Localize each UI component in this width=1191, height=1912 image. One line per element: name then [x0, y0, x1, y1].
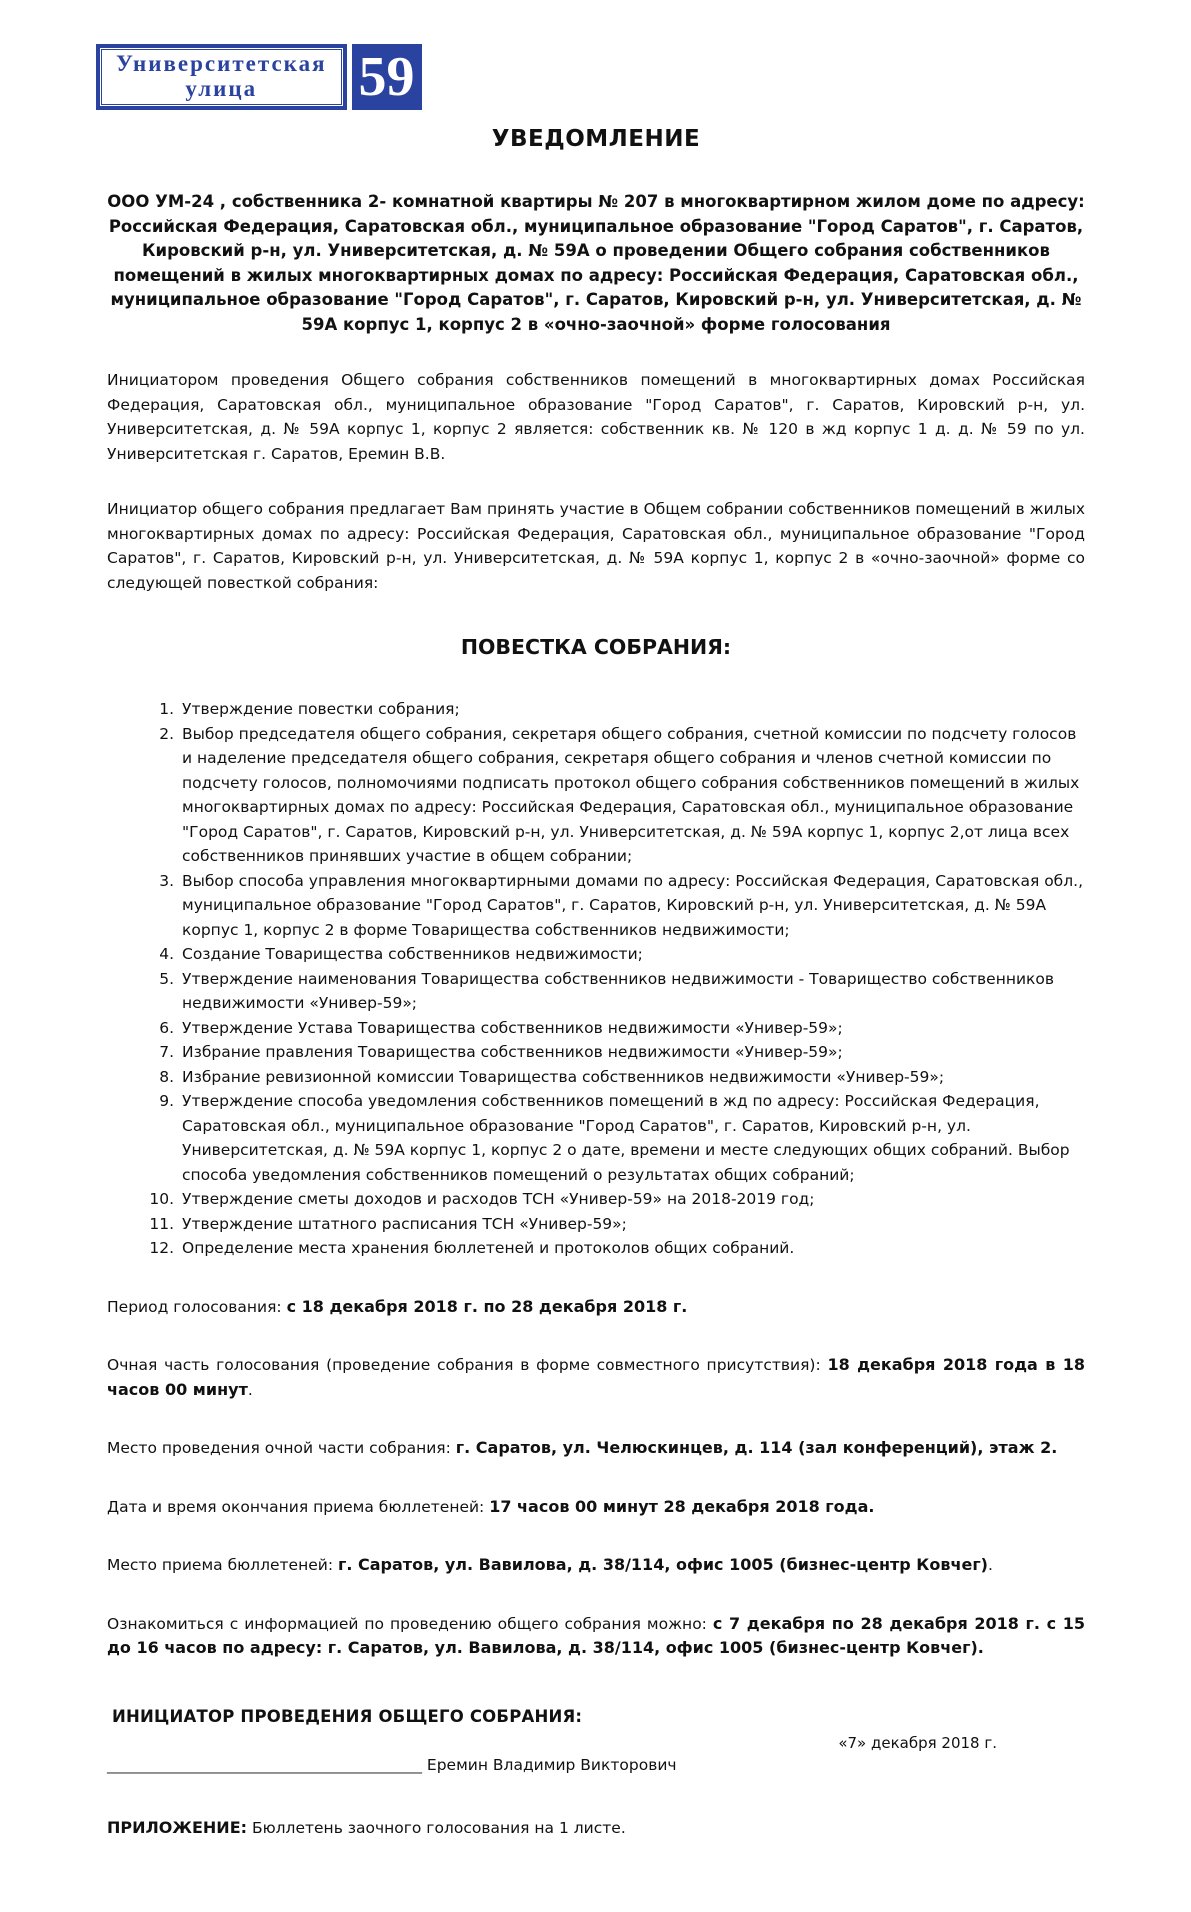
detail-label: Дата и время окончания приема бюллетеней:: [107, 1497, 490, 1516]
detail-value: с 18 декабря 2018 г. по 28 декабря 2018 г.: [286, 1296, 688, 1316]
agenda-item: Определение места хранения бюллетеней и протоколов общих собраний.: [182, 1239, 795, 1257]
detail-line: [107, 1295, 1085, 1320]
detail-label: Очная часть голосования (проведение собрания в форме совместного присутствия):: [107, 1356, 828, 1374]
document-title: УВЕДОМЛЕНИЕ: [491, 126, 701, 152]
detail-label: Место проведения очной части собрания:: [107, 1439, 456, 1457]
attachment-text: Бюллетень заочного голосования на 1 листе.: [247, 1818, 626, 1837]
detail-value: г. Саратов, ул. Челюскинцев, д. 114 (зал конференций), этаж 2.: [455, 1438, 1058, 1457]
street-name-plate: [96, 44, 347, 110]
agenda-item: Утверждение способа уведомления собственников помещений в жд по адресу: Российская Федерация, Саратовская обл., муниципальное образование "Город Саратов", г. Саратов, Кировский р-н, ул. Университетская, д. № 59А корпус 1, корпус 2 о дате, времени и месте следующих общих собраний. Выбор способа уведомления собственников помещений о результатах общих собраний;: [182, 1092, 1070, 1184]
agenda-item: Утверждение штатного расписания ТСН «Универ-59»;: [182, 1214, 627, 1233]
street-sign-logo: [96, 44, 1085, 110]
detail-label: Место приема бюллетеней:: [107, 1556, 338, 1574]
detail-value: 18 декабря 2018 года в 18 часов 00 минут: [107, 1355, 1085, 1399]
agenda-list: [107, 697, 1085, 1261]
document-date: «7» декабря 2018 г.: [838, 1733, 997, 1752]
house-number-plate: 59: [352, 44, 422, 110]
agenda-item: Утверждение сметы доходов и расходов ТСН «Универ-59» на 2018-2019 год;: [182, 1190, 815, 1208]
signature-blank: __________________________________________: [107, 1755, 422, 1774]
initiator-heading: ИНИЦИАТОР ПРОВЕДЕНИЯ ОБЩЕГО СОБРАНИЯ:: [112, 1706, 583, 1726]
agenda-item: Избрание правления Товарищества собственников недвижимости «Универ-59»;: [182, 1043, 843, 1061]
detail-line: [107, 1495, 1085, 1520]
signature-line: [107, 1756, 1085, 1774]
agenda-item: Создание Товарищества собственников недвижимости;: [182, 945, 643, 963]
detail-suffix: .: [247, 1380, 253, 1399]
details-section: [107, 1295, 1085, 1661]
agenda-item: Утверждение наименования Товарищества собственников недвижимости - Товарищество собственников недвижимости «Универ-59»;: [182, 969, 1055, 1012]
agenda-heading: ПОВЕСТКА СОБРАНИЯ:: [460, 635, 732, 659]
agenda-item: Утверждение повестки собрания;: [182, 700, 460, 718]
intro-paragraph: ООО УМ-24 , собственника 2- комнатной квартиры № 207 в многоквартирном жилом доме по адресу: Российская Федерация, Саратовская обл., муниципальное образование "Город Саратов", г. Саратов, Кировский р-н, ул. Университетская, д. № 59А о проведении Общего собрания собственников помещений в жилых многоквартирных домах по адресу: Российская Федерация, Саратовская обл., муниципальное образование "Город Саратов", г. Саратов, Кировский р-н, ул. Университетская, д. № 59А корпус 1, корпус 2 в «очно-заочной» форме голосования: [107, 192, 1085, 334]
detail-line: [107, 1353, 1085, 1402]
detail-line: [107, 1612, 1085, 1661]
street-name-line1: Университетская: [116, 51, 327, 76]
detail-suffix: .: [988, 1556, 993, 1574]
signature-name: Еремин Владимир Викторович: [422, 1755, 677, 1774]
detail-value: 17 часов 00 минут 28 декабря 2018 года.: [489, 1496, 875, 1516]
detail-line: [107, 1436, 1085, 1461]
paragraph-initiator: Инициатором проведения Общего собрания собственников помещений в многоквартирных домах Российская Федерация, Саратовская обл., муниципальное образование "Город Саратов", г. Саратов, Кировский р-н, ул. Университетская, д. № 59А корпус 1, корпус 2 является: собственник кв. № 120 в жд корпус 1 д. д. № 59 по ул. Университетская г. Саратов, Еремин В.В.: [107, 371, 1085, 463]
attachment-label: ПРИЛОЖЕНИЕ:: [107, 1817, 248, 1837]
detail-line: [107, 1553, 1085, 1578]
detail-label: Период голосования:: [107, 1297, 287, 1316]
agenda-item: Выбор председателя общего собрания, секретаря общего собрания, счетной комиссии по подсчету голосов и наделение председателя общего собрания, секретаря общего собрания и членов счетной комиссии по подсчету голосов, полномочиями подписать протокол общего собрания собственников помещений в жилых многоквартирных домах по адресу: Российская Федерация, Саратовская обл., муниципальное образование "Город Саратов", г. Саратов, Кировский р-н, ул. Университетская, д. № 59А корпус 1, корпус 2,от лица всех собственников принявших участие в общем собрании;: [182, 724, 1080, 865]
agenda-item: Утверждение Устава Товарищества собственников недвижимости «Универ-59»;: [182, 1018, 843, 1037]
street-name-line2: улица: [185, 76, 258, 101]
agenda-item: Избрание ревизионной комиссии Товарищества собственников недвижимости «Универ-59»;: [182, 1067, 945, 1086]
detail-label: Ознакомиться с информацией по проведению общего собрания можно:: [107, 1614, 713, 1633]
attachment-line: [107, 1818, 1085, 1837]
agenda-item: Выбор способа управления многоквартирными домами по адресу: Российская Федерация, Саратовская обл., муниципальное образование "Город Саратов", г. Саратов, Кировский р-н, ул. Университетская, д. № 59А корпус 1, корпус 2 в форме Товарищества собственников недвижимости;: [182, 871, 1083, 939]
paragraph-invitation: Инициатор общего собрания предлагает Вам принять участие в Общем собрании собственников помещений в жилых многоквартирных домах по адресу: Российская Федерация, Саратовская обл., муниципальное образование "Город Саратов", г. Саратов, Кировский р-н, ул. Университетская, д. № 59А корпус 1, корпус 2 в «очно-заочной» форме со следующей повесткой собрания:: [107, 500, 1085, 592]
detail-value: г. Саратов, ул. Вавилова, д. 38/114, офис 1005 (бизнес-центр Ковчег): [338, 1555, 988, 1574]
detail-value: с 7 декабря по 28 декабря 2018 г. с 15 до 16 часов по адресу: г. Саратов, ул. Вавилова, д. 38/114, офис 1005 (бизнес-центр Ковчег).: [107, 1613, 1086, 1657]
